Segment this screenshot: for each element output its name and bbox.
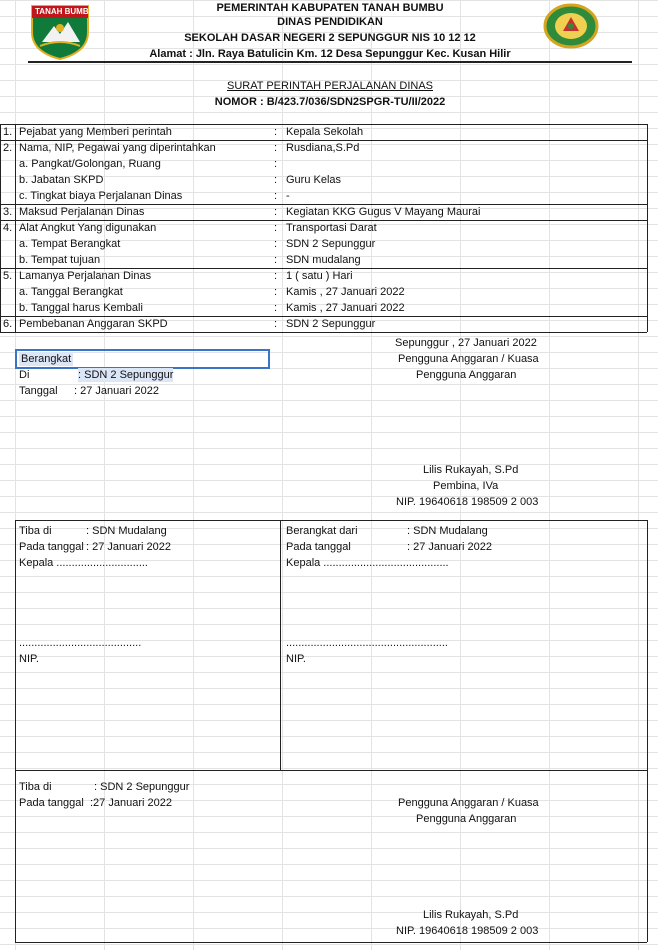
- s2-right-berangkat-value: : SDN Mudalang: [407, 525, 488, 537]
- row-separator: :: [274, 254, 278, 266]
- header-line-2: DINAS PENDIDIKAN: [277, 16, 383, 28]
- row-value: Kamis , 27 Januari 2022: [286, 286, 405, 298]
- s2-right-dots: .....................................................: [286, 637, 448, 649]
- selected-cell[interactable]: [15, 349, 270, 369]
- section3-bottom-border: [15, 942, 647, 943]
- row-label: a. Tempat Berangkat: [19, 238, 121, 250]
- row-value: Kepala Sekolah: [286, 126, 364, 138]
- row-number: 5.: [3, 270, 13, 282]
- row-label: Pejabat yang Memberi perintah: [19, 126, 172, 138]
- header-line-1: PEMERINTAH KABUPATEN TANAH BUMBU: [216, 2, 444, 14]
- row-label: Nama, NIP, Pegawai yang diperintahkan: [19, 142, 216, 154]
- s3-signer-nip: NIP. 19640618 198509 2 003: [396, 925, 539, 937]
- s2-right-pada-value: : 27 Januari 2022: [407, 541, 493, 553]
- row-separator: :: [274, 222, 278, 234]
- row-value: Kegiatan KKG Gugus V Mayang Maurai: [286, 206, 481, 218]
- s3-tiba-value: : SDN 2 Sepunggur: [94, 781, 190, 793]
- section2-top-border: [15, 520, 647, 521]
- row-number: 1.: [3, 126, 13, 138]
- section2-bottom-border: [15, 770, 647, 771]
- row-label: Lamanya Perjalanan Dinas: [19, 270, 152, 282]
- section3-left-border: [15, 770, 16, 942]
- header-divider: [28, 61, 632, 63]
- role-line-1: Pengguna Anggaran / Kuasa: [398, 353, 539, 365]
- s2-left-tiba-value: : SDN Mudalang: [86, 525, 167, 537]
- row-separator: :: [274, 142, 278, 154]
- row-value: Guru Kelas: [286, 174, 342, 186]
- row-value: 1 ( satu ) Hari: [286, 270, 353, 282]
- row-separator: :: [274, 318, 278, 330]
- row-value: SDN 2 Sepunggur: [286, 318, 376, 330]
- document-title: SURAT PERINTAH PERJALANAN DINAS: [227, 80, 433, 92]
- row-separator: :: [274, 174, 278, 186]
- row-number: 2.: [3, 142, 13, 154]
- s2-left-pada-label: Pada tanggal: [19, 541, 84, 553]
- tanggal-value: : 27 Januari 2022: [74, 385, 160, 397]
- table-bottom-border: [0, 332, 647, 333]
- s3-role-1: Pengguna Anggaran / Kuasa: [398, 797, 539, 809]
- header-line-3: SEKOLAH DASAR NEGERI 2 SEPUNGGUR NIS 10 12 12: [184, 32, 476, 44]
- s2-left-dots: ........................................: [19, 637, 142, 649]
- row-label: a. Tanggal Berangkat: [19, 286, 123, 298]
- signer-nip: NIP. 19640618 198509 2 003: [396, 496, 539, 508]
- row-separator: :: [274, 126, 278, 138]
- s2-right-berangkat-label: Berangkat dari: [286, 525, 358, 537]
- section3-right-border: [647, 770, 648, 942]
- table-right-border: [647, 124, 648, 332]
- row-value: Transportasi Darat: [286, 222, 377, 234]
- section2-mid-border: [280, 520, 281, 770]
- row-value: -: [286, 190, 290, 202]
- section2-right-border: [647, 520, 648, 770]
- s2-right-nip: NIP.: [286, 653, 306, 665]
- row-label: a. Pangkat/Golongan, Ruang: [19, 158, 161, 170]
- signer-name: Lilis Rukayah, S.Pd: [423, 464, 519, 476]
- berangkat-label[interactable]: Berangkat: [21, 353, 72, 365]
- row-value: Rusdiana,S.Pd: [286, 142, 360, 154]
- role-line-2: Pengguna Anggaran: [416, 369, 517, 381]
- tanggal-label: Tanggal: [19, 385, 58, 397]
- row-label: b. Jabatan SKPD: [19, 174, 104, 186]
- section2-left-border: [15, 520, 16, 770]
- signer-rank: Pembina, IVa: [433, 480, 499, 492]
- s2-left-tiba-label: Tiba di: [19, 525, 52, 537]
- logo-left-text: TANAH BUMBU: [35, 7, 95, 16]
- s2-left-kepala: Kepala ..............................: [19, 557, 148, 569]
- row-number: 4.: [3, 222, 13, 234]
- row-separator: :: [274, 286, 278, 298]
- school-emblem-icon: [543, 3, 599, 49]
- row-separator: :: [274, 190, 278, 202]
- document-number: NOMOR : B/423.7/036/SDN2SPGR-TU/II/2022: [214, 96, 446, 108]
- row-separator: :: [274, 270, 278, 282]
- row-label: b. Tanggal harus Kembali: [19, 302, 143, 314]
- s3-pada-value: :27 Januari 2022: [90, 797, 172, 809]
- s2-left-pada-value: : 27 Januari 2022: [86, 541, 172, 553]
- s3-signer-name: Lilis Rukayah, S.Pd: [423, 909, 519, 921]
- s2-left-nip: NIP.: [19, 653, 39, 665]
- row-separator: :: [274, 158, 278, 170]
- row-separator: :: [274, 206, 278, 218]
- di-value: : SDN 2 Sepunggur: [78, 369, 174, 381]
- row-label: Pembebanan Anggaran SKPD: [19, 318, 168, 330]
- row-label: Alat Angkut Yang digunakan: [19, 222, 157, 234]
- row-separator: :: [274, 302, 278, 314]
- s3-pada-label: Pada tanggal: [19, 797, 84, 809]
- s2-right-pada-label: Pada tanggal: [286, 541, 351, 553]
- header-line-4: Alamat : Jln. Raya Batulicin Km. 12 Desa Sepunggur Kec. Kusan Hilir: [149, 48, 511, 60]
- s3-role-2: Pengguna Anggaran: [416, 813, 517, 825]
- place-date: Sepunggur , 27 Januari 2022: [395, 337, 537, 349]
- di-label: Di: [19, 369, 30, 381]
- s2-right-kepala: Kepala .........................................: [286, 557, 449, 569]
- row-value: SDN mudalang: [286, 254, 361, 266]
- row-value: Kamis , 27 Januari 2022: [286, 302, 405, 314]
- row-label: b. Tempat tujuan: [19, 254, 101, 266]
- row-separator: :: [274, 238, 278, 250]
- table-left-border: [0, 124, 1, 332]
- table-num-col-border: [15, 124, 16, 332]
- s3-tiba-label: Tiba di: [19, 781, 52, 793]
- row-label: Maksud Perjalanan Dinas: [19, 206, 145, 218]
- row-value: SDN 2 Sepunggur: [286, 238, 376, 250]
- row-number: 6.: [3, 318, 13, 330]
- row-label: c. Tingkat biaya Perjalanan Dinas: [19, 190, 183, 202]
- row-number: 3.: [3, 206, 13, 218]
